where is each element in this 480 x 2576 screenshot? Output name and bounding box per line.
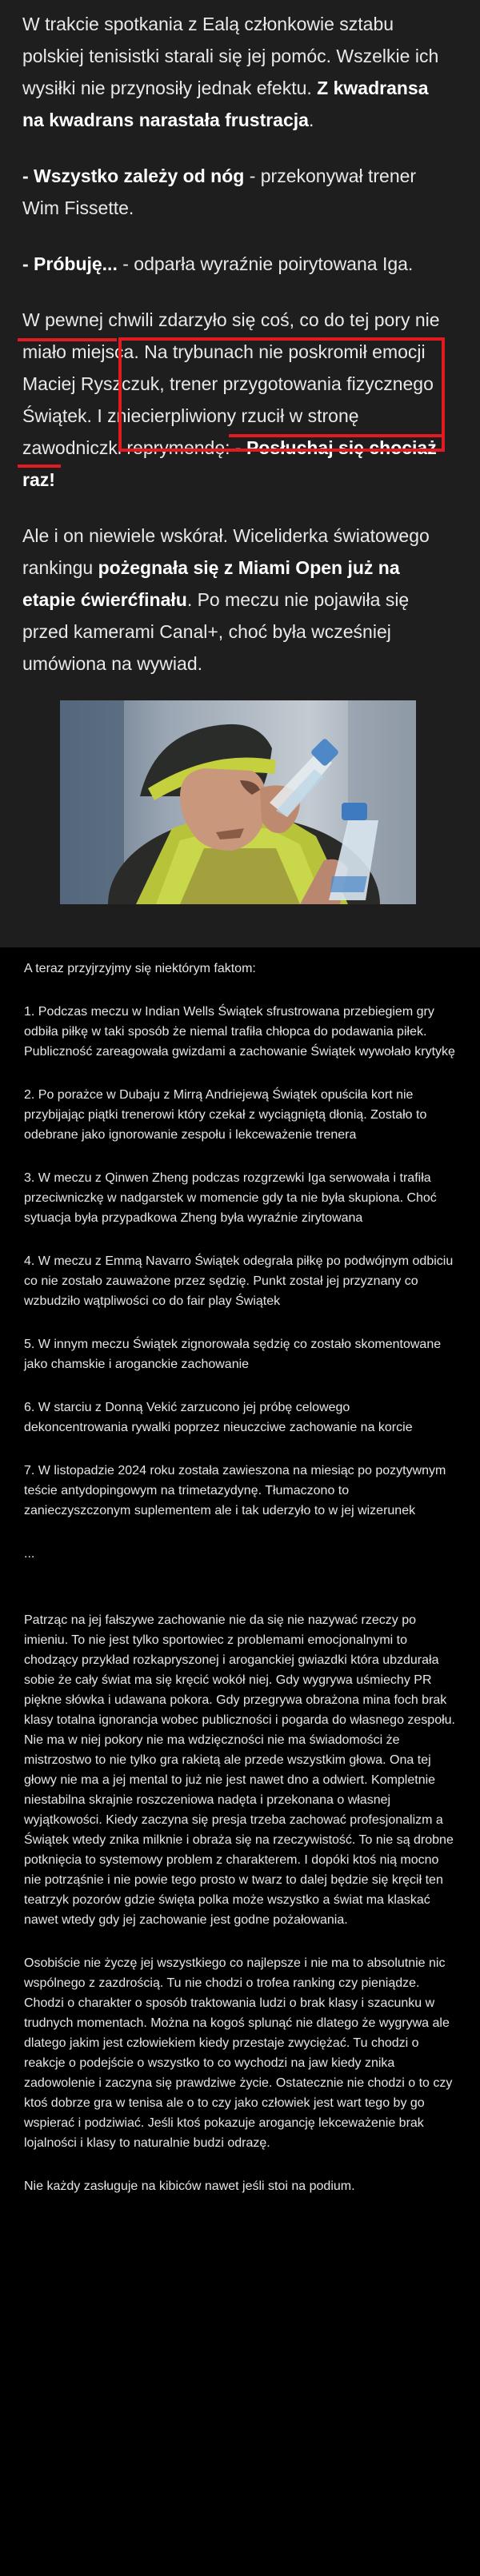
- article-paragraph-2: - Wszystko zależy od nóg - przekonywał trener Wim Fissette.: [22, 165, 417, 218]
- article-paragraph-5: Ale i on niewiele wskórał. Wiceliderka światowego rankingu pożegnała się z Miami Open już na etapie ćwierćfinału. Po meczu nie pojawiła się przed kamerami Canal+, choć była wcześniej umówiona na wywiad.: [22, 525, 430, 674]
- article-paragraph-3: - Próbuję... - odparła wyraźnie poirytowana Iga.: [22, 253, 414, 274]
- fact-7: 7. W listopadzie 2024 roku została zawieszona na miesiąc po pozytywnym teście antydopingowym na trimetazydynę. Tłumaczono to zanieczyszczonym suplementem ale i tak uderzyło to w jej wizerunek: [24, 1464, 446, 1517]
- fact-3: 3. W meczu z Qinwen Zheng podczas rozgrzewki Iga serwowała i trafiła przeciwniczkę w nadgarstek w momencie gdy ta nie była skupiona. Choć sytuacja była przypadkowa Zheng była wyraźnie zirytowana: [24, 1171, 437, 1225]
- post-body: [0, 959, 480, 2196]
- ellipsis: ...: [24, 1547, 35, 1561]
- commentary-2: Osobiście nie życzę jej wszystkiego co najlepsze i nie ma to absolutnie nic wspólnego z zazdrością. Tu nie chodzi o trofea ranking czy pieniądze. Chodzi o charakter o sposób traktowania ludzi o brak klasy i szacunku w trudnych momentach. Można na kogoś splunąć nie dlatego że wygrywa ale dlatego jakim jest człowiekiem kiedy przestaje zwyciężać. Tu chodzi o reakcje o podejście o wszystko to co wychodzi na jaw kiedy znika zadowolenie i zaczyna się prawdziwe życie. Ostatecznie nie chodzi o to czy ktoś dobrze gra w tenisa ale o to czy jako człowiek jest wart tego by go wspierać i podziwiać. Jeśli ktoś pokazuje arogancję lekceważenie brak lojalności i klasy to naturalnie budzi odrazę.: [24, 1956, 453, 2150]
- fact-2: 2. Po porażce w Dubaju z Mirrą Andriejewą Świątek opuściła kort nie przybijając piątki trenerowi który czekał z wyciągniętą dłonią. Zostało to odebrane jako ignorowanie zespołu i lekceważenie trenera: [24, 1088, 427, 1142]
- fact-5: 5. W innym meczu Świątek zignorowała sędzię co zostało skomentowane jako chamskie i aroganckie zachowanie: [24, 1338, 442, 1371]
- fact-1: 1. Podczas meczu w Indian Wells Świątek sfrustrowana przebiegiem gry odbiła piłkę w taki sposób że niemal trafiła chłopca do podawania piłek. Publiczność zareagowała gwizdami a zachowanie Świątek wywołało krytykę: [24, 1005, 455, 1059]
- commentary-1: Patrząc na jej fałszywe zachowanie nie da się nie nazywać rzeczy po imieniu. To nie jest tylko sportowiec z problemami emocjonalnymi to chodzący przykład rozkapryszonej i aroganckiej gwiazdki która ubzdurała sobie że cały świat ma się kręcić wokół niej. Gdy wygrywa uśmiechy PR piękne słówka i udawana pokora. Gdy przegrywa obrażona mina foch brak klasy totalna ignorancja wobec publiczności i pogarda do własnego zespołu. Nie ma w niej pokory nie ma wdzięczności nie ma świadomości że mistrzostwo to nie tylko gra rakietą ale przede wszystkim głowa. Ona tej głowy nie ma a jej mental to już nie jest nawet dno a odwiert. Kompletnie niestabilna skrajnie roszczeniowa nadęta i przekonana o własnej wyjątkowości. Kiedy zaczyna się presja trzeba zachować profesjonalizm a Świątek wtedy znika milknie i obraża się na rzeczywistość. To nie są drobne potknięcia to systemowy problem z charakterem. I dopóki ktoś nią mocno nie potrząśnie i nie powie tego prosto w twarz to dalej będzie się kręcił ten teatrzyk pozorów gdzie święta polka może wszystko a świat ma klaskać nawet wtedy gdy jej zachowanie jest godne pożałowania.: [24, 1613, 455, 1927]
- post-intro: A teraz przyjrzyjmy się niektórym faktom:: [24, 962, 256, 975]
- photo-container: [22, 700, 453, 904]
- article-excerpt: [0, 0, 480, 947]
- fact-6: 6. W starciu z Donną Vekić zarzucono jej próbę celowego dekoncentrowania rywalki poprzez nieuczciwe zachowanie na korcie: [24, 1401, 413, 1434]
- article-paragraph-4: W pewnej chwili zdarzyło się coś, co do tej pory nie miało miejsca. Na trybunach nie poskromił emocji Maciej Ryszczuk, trener przygotowania fizycznego Świątek. I zniecierpliwiony rzucił w stronę zawodniczki reprymendę: - Posłuchaj się chociaż raz!: [22, 309, 440, 490]
- commentary-3: Nie każdy zasługuje na kibiców nawet jeśli stoi na podium.: [24, 2179, 355, 2193]
- tennis-player-drinking-photo: [60, 700, 416, 904]
- article-paragraph-1: W trakcie spotkania z Ealą członkowie sztabu polskiej tenisistki starali się jej pomóc. Wszelkie ich wysiłki nie przynosiły jednak efektu. Z kwadransa na kwadrans narastała frustracja.: [22, 14, 439, 130]
- fact-4: 4. W meczu z Emmą Navarro Świątek odegrała piłkę po podwójnym odbiciu co nie zostało zauważone przez sędzię. Punkt został jej przyznany co wzbudziło wątpliwości co do fair play Świątek: [24, 1254, 454, 1308]
